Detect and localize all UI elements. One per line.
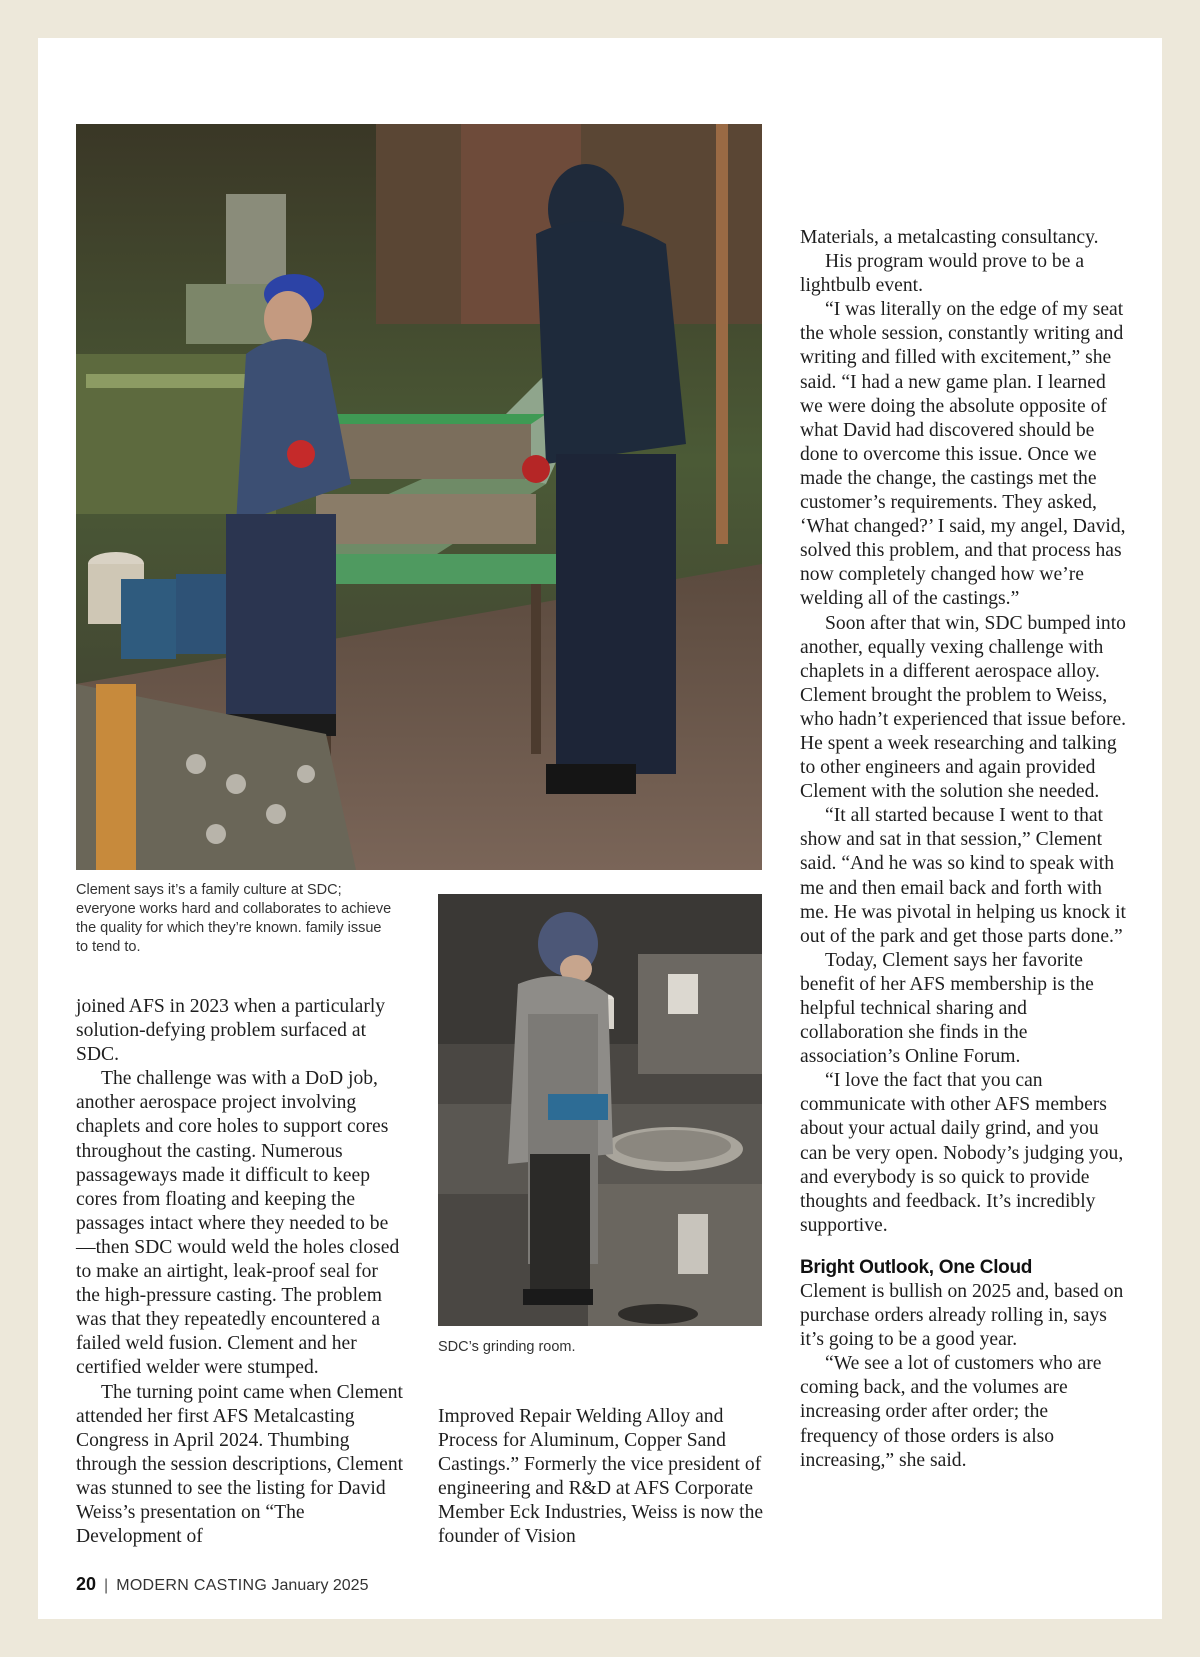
paragraph: Materials, a metalcasting consultancy. [800,227,1099,248]
paragraph: “I was literally on the edge of my seat the whole session, constantly writing and writing and filled with excitement,” she said. “I had a new game plan. I learned we were doing the absolute opposite of what David had discovered should be done to overcome this issue. Once we made the change, the castings met the customer’s requirements. They asked, ‘What changed?’ I said, my angel, David, solved this problem, and that process has now completely changed how we’re welding all of the castings.” [800,299,1126,610]
paragraph: The challenge was with a DoD job, another aerospace project involving chaplets and core holes to support cores throughout the casting. Numerous passageways made it difficult to keep cores from floating and keeping the passages intact where they needed to be—then SDC would weld the holes closed to make an airtight, leak-proof seal for the high-pressure casting. The problem was that they repeatedly encountered a failed weld fusion. Clement and her certified welder were stumped. [76,1068,400,1379]
paragraph: Today, Clement says her favorite benefit of her AFS membership is the helpful technical sharing and collaboration she finds in the association’s Online Forum. [800,949,1094,1068]
paragraph: “We see a lot of customers who are coming back, and the volumes are increasing order after order; the frequency of those orders is also increasing,” she said. [800,1353,1102,1471]
magazine-page [38,38,1162,1619]
photo-caption-large: Clement says it’s a family culture at SDC; everyone works hard and collaborates to achieve the quality for which they’re known. family issue to tend to. [76,882,392,955]
foundry-workers-photo [76,124,762,870]
photo-caption-small: SDC’s grinding room. [438,1339,576,1355]
paragraph: “I love the fact that you can communicate with other AFS members about your actual daily grind, and you can be very open. Nobody’s judging you, and everybody is so quick to provide thoughts and feedback. It’s incredibly supportive. [800,1070,1124,1236]
paragraph: joined AFS in 2023 when a particularly solution-defying problem surfaced at SDC. [76,996,386,1066]
page-footer [76,1574,368,1595]
paragraph: The turning point came when Clement attended her first AFS Metalcasting Congress in April 2024. Thumbing through the session descriptions, Clement was stunned to see the listing for David Weiss’s presentation on “The Development of [76,1381,404,1548]
footer-separator: | [104,1577,109,1594]
paragraph: His program would prove to be a lightbulb event. [800,251,1085,297]
paragraph: Clement is bullish on 2025 and, based on purchase orders already rolling in, says it’s going to be a good year. [800,1280,1124,1351]
page-number: 20 [76,1574,97,1594]
section-subhead: Bright Outlook, One Cloud [800,1256,1033,1278]
article-column-left [76,995,406,1549]
paragraph: “It all started because I went to that show and sat in that session,” Clement said. “And he was so kind to speak with me and then email back and forth with me. He was pivotal in helping us knock it out of the park and get those parts done.” [800,805,1126,947]
magazine-name: MODERN CASTING [116,1577,268,1594]
grinding-room-photo [438,894,762,1326]
article-column-right [800,226,1130,1473]
paragraph: Improved Repair Welding Alloy and Process for Aluminum, Copper Sand Castings.” Formerly the vice president of engineering and R&D at AFS Corporate Member Eck Industries, Weiss is now the founder of Vision [438,1406,764,1548]
issue-date: January 2025 [271,1577,369,1594]
paragraph: Soon after that win, SDC bumped into another, equally vexing challenge with chaplets in a different aerospace alloy. Clement brought the problem to Weiss, who hadn’t experienced that issue before. He spent a week researching and talking to other engineers and again provided Clement with the solution she needed. [800,612,1127,803]
article-column-middle [438,1405,768,1550]
